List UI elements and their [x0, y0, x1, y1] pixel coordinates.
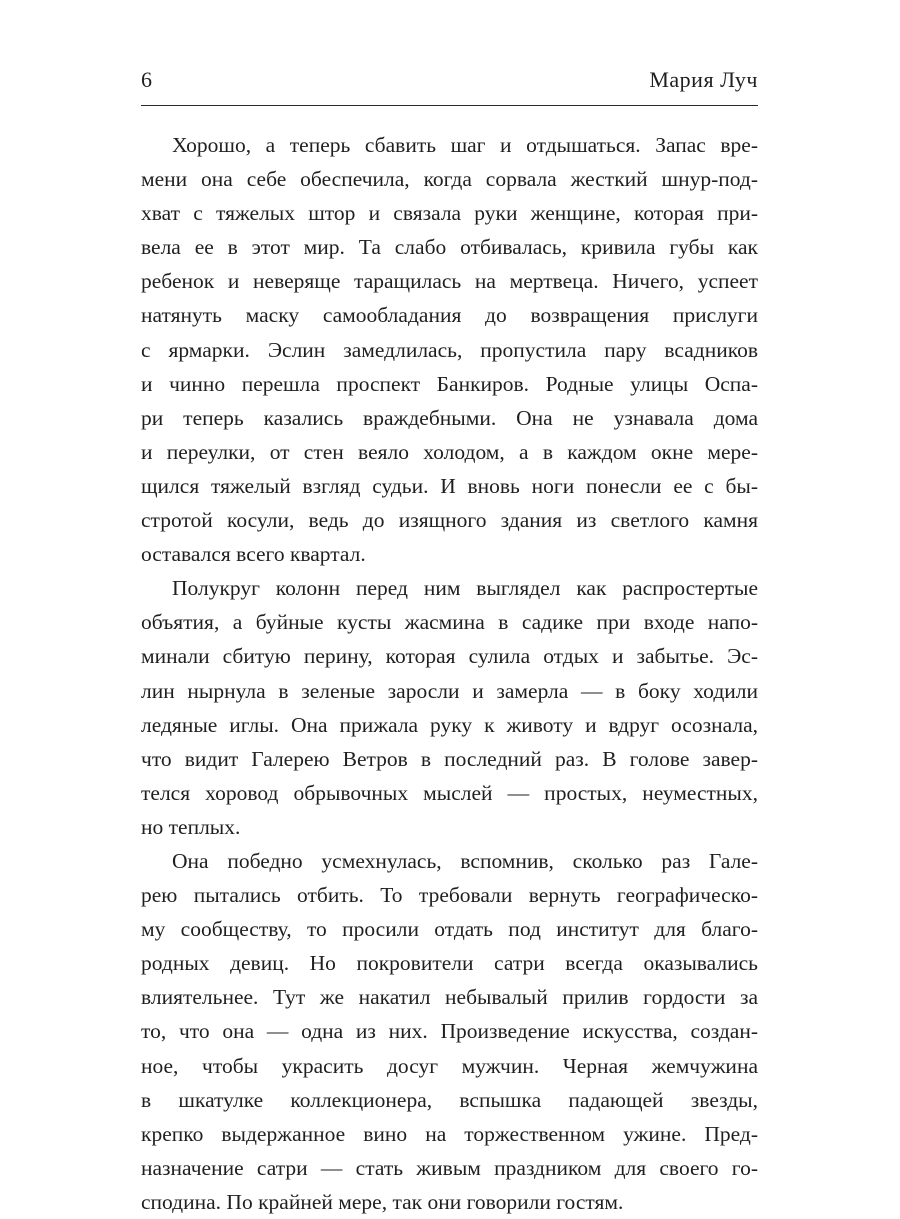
text-line: вела ее в этот мир. Та слабо отбивалась, кривила губы как — [141, 235, 758, 260]
text-line: влиятельнее. Тут же накатил небывалый прилив гордости за — [141, 985, 758, 1010]
text-line: телся хоровод обрывочных мыслей — простых, неуместных, — [141, 780, 758, 805]
page-number: 6 — [141, 67, 152, 92]
text-line: и чинно перешла проспект Банкиров. Родные улицы Оспа- — [141, 371, 758, 396]
text-line: Хорошо, а теперь сбавить шаг и отдышаться. Запас вре- — [172, 133, 758, 157]
text-line: родных девиц. Но покровители сатри всегда оказывались — [141, 951, 758, 976]
text-line: му сообществу, то просили отдать под институт для благо- — [141, 917, 758, 942]
paragraph-3 — [141, 844, 758, 1219]
text-line: рею пытались отбить. То требовали вернуть географическо- — [141, 883, 758, 908]
text-line: но теплых. — [141, 814, 241, 839]
text-line: то, что она — одна из них. Произведение искусства, создан- — [141, 1019, 758, 1044]
text-line: Полукруг колонн перед ним выглядел как распростертые — [172, 576, 758, 601]
text-line: сподина. По крайней мере, так они говорили гостям. — [141, 1189, 624, 1214]
text-line: стротой косули, ведь до изящного здания из светлого камня — [141, 508, 758, 533]
text-line: ное, чтобы украсить досуг мужчин. Черная жемчужина — [141, 1053, 758, 1078]
text-line: ребенок и неверяще таращилась на мертвеца. Ничего, успеет — [141, 269, 758, 294]
text-line: что видит Галерею Ветров в последний раз. В голове завер- — [141, 746, 758, 771]
text-line: натянуть маску самообладания до возвращения прислуги — [141, 303, 758, 328]
text-line: Она победно усмехнулась, вспомнив, сколько раз Гале- — [172, 848, 758, 873]
body-text — [141, 128, 758, 1219]
text-line: лин нырнула в зеленые заросли и замерла — в боку ходили — [141, 678, 758, 703]
page-header — [141, 66, 758, 100]
text-line: крепко выдержанное вино на торжественном ужине. Пред- — [141, 1121, 758, 1146]
text-line: объятия, а буйные кусты жасмина в садике при входе напо- — [141, 610, 758, 635]
text-line: в шкатулке коллекционера, вспышка падающей звезды, — [141, 1087, 758, 1112]
paragraph-1 — [141, 128, 758, 571]
paragraph-2 — [141, 571, 758, 844]
text-line: оставался всего квартал. — [141, 542, 366, 567]
running-head-author: Мария Луч — [649, 67, 758, 92]
text-line: хват с тяжелых штор и связала руки женщине, которая при- — [141, 201, 758, 226]
header-rule — [141, 105, 758, 106]
text-line: ледяные иглы. Она прижала руку к животу и вдруг осознала, — [141, 712, 758, 737]
text-line: минали сбитую перину, которая сулила отдых и забытье. Эс- — [141, 644, 758, 669]
text-line: с ярмарки. Эслин замедлилась, пропустила пару всадников — [141, 337, 758, 362]
text-line: мени она себе обеспечила, когда сорвала жесткий шнур-под- — [141, 167, 758, 192]
text-line: ри теперь казались враждебными. Она не узнавала дома — [141, 405, 758, 430]
text-line: щился тяжелый взгляд судьи. И вновь ноги понесли ее с бы- — [141, 473, 758, 498]
text-line: назначение сатри — стать живым праздником для своего го- — [141, 1155, 758, 1180]
text-line: и переулки, от стен веяло холодом, а в каждом окне мере- — [141, 439, 758, 464]
